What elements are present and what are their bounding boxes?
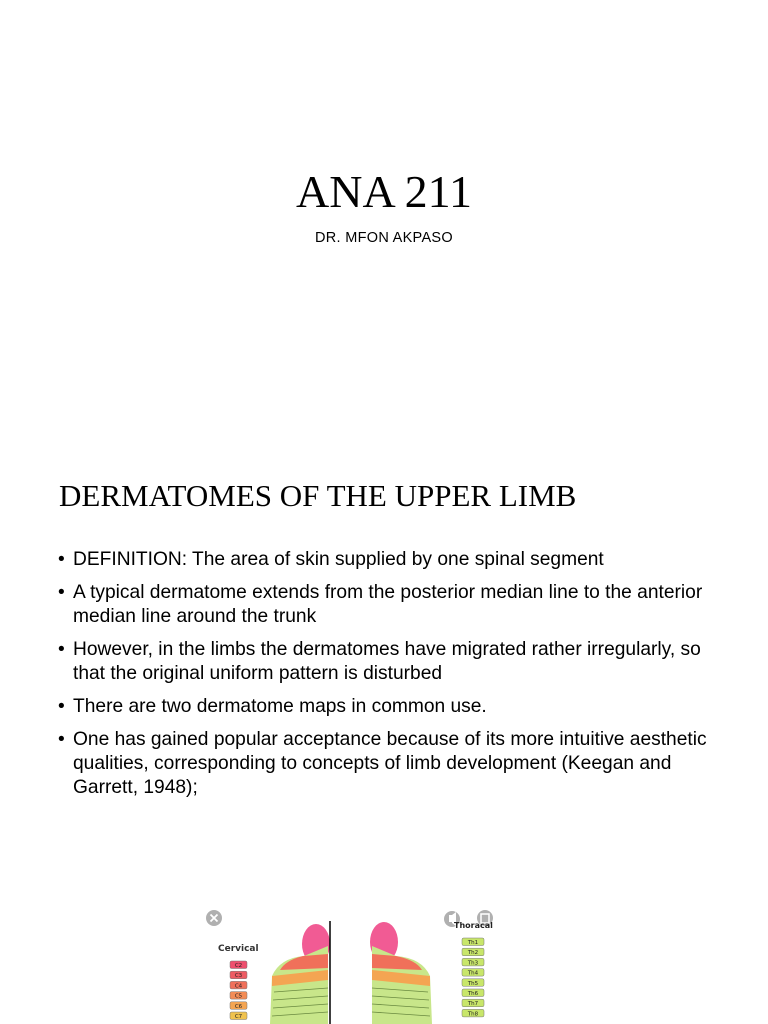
segment-label (462, 938, 484, 946)
svg-text:Th5: Th5 (467, 980, 479, 987)
back-torso (270, 924, 330, 1024)
close-icon[interactable] (206, 910, 222, 926)
title-slide (0, 0, 768, 432)
slide-heading: DERMATOMES OF THE UPPER LIMB (59, 478, 577, 513)
svg-text:C3: C3 (234, 973, 243, 980)
bullet-item: • One has gained popular acceptance because of its more intuitive aesthetic qualities, corresponding to concepts of limb development (Keegan and Garrett, 1948); (58, 729, 707, 798)
svg-text:C6: C6 (234, 1003, 243, 1010)
segment-label (462, 979, 484, 987)
svg-text:C2: C2 (234, 963, 243, 969)
svg-text:Th7: Th7 (467, 1001, 479, 1008)
bullet-list (58, 548, 708, 809)
bullet-icon: • (58, 582, 65, 603)
segment-label (462, 948, 484, 956)
bullet-item: • There are two dermatome maps in common use. (58, 696, 487, 717)
svg-text:Th2: Th2 (467, 950, 479, 957)
segment-label (230, 1012, 247, 1020)
segment-label (230, 971, 247, 979)
dermatome-diagram (200, 906, 510, 1024)
cervical-label-list (230, 961, 247, 1020)
segment-label (230, 1002, 247, 1010)
bullet-item: • DEFINITION: The area of skin supplied by one spinal segment (58, 549, 604, 570)
segment-label (462, 969, 484, 977)
segment-label (462, 958, 484, 966)
slide-title: ANA 211 (296, 166, 472, 217)
svg-text:C4: C4 (234, 983, 243, 990)
svg-text:Th1: Th1 (467, 940, 479, 946)
segment-label (230, 981, 247, 989)
thoracal-label-list (462, 938, 484, 1017)
segment-label (230, 992, 247, 1000)
svg-text:Th3: Th3 (467, 960, 479, 967)
segment-label (462, 999, 484, 1007)
svg-text:Th6: Th6 (467, 991, 479, 997)
slide-subtitle: DR. MFON AKPASO (315, 230, 453, 246)
svg-text:C7: C7 (234, 1014, 243, 1020)
bullet-icon: • (58, 696, 65, 717)
bullet-item: • A typical dermatome extends from the posterior median line to the anterior median line around the trunk (58, 582, 703, 627)
cervical-heading: Cervical (218, 944, 259, 954)
svg-text:Th8: Th8 (467, 1011, 479, 1018)
svg-text:Th4: Th4 (467, 970, 479, 977)
content-slide (0, 440, 768, 1024)
thoracal-heading: Thoracal (454, 921, 493, 930)
segment-label (462, 1009, 484, 1017)
bullet-icon: • (58, 729, 65, 750)
svg-text:C5: C5 (234, 993, 243, 1000)
bullet-icon: • (58, 549, 65, 570)
bullet-item: • However, in the limbs the dermatomes have migrated rather irregularly, so that the original uniform pattern is disturbed (58, 639, 701, 684)
segment-label (462, 989, 484, 997)
bullet-icon: • (58, 639, 65, 660)
front-torso (370, 922, 432, 1024)
segment-label (230, 961, 247, 969)
dermatome-figure (200, 906, 510, 1024)
